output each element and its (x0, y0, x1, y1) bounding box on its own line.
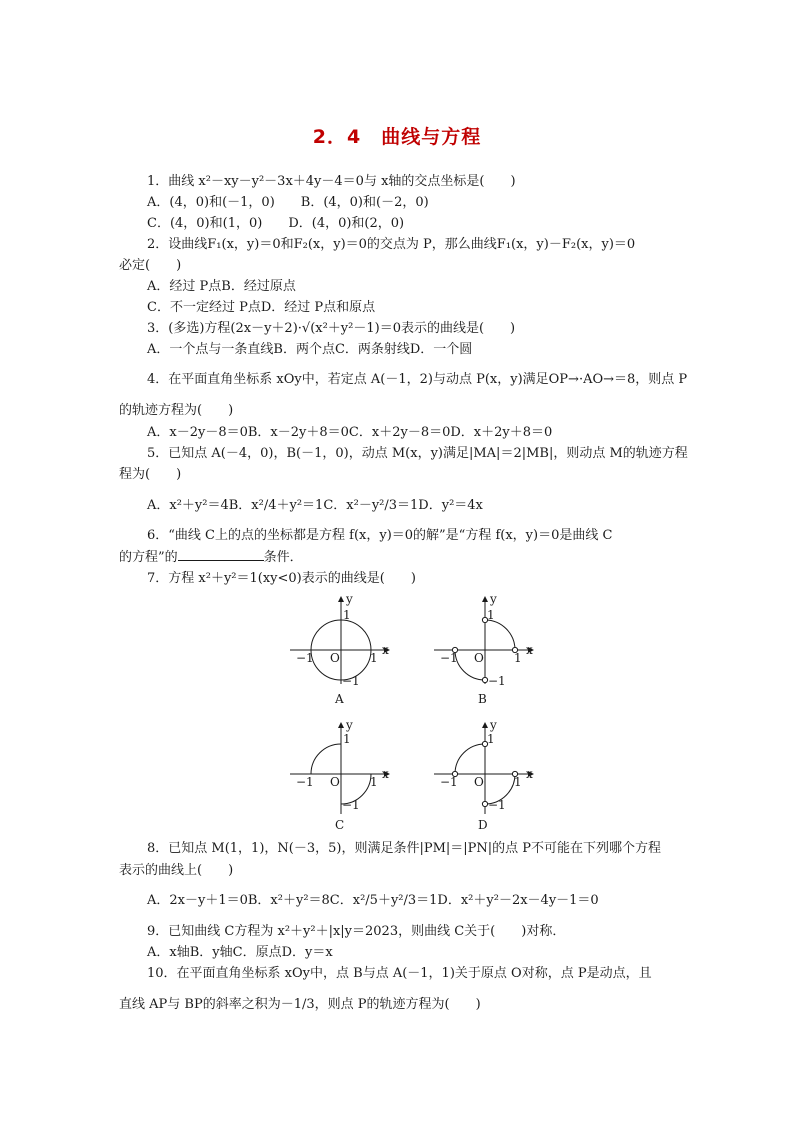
x-neg-one-label: −1 (296, 775, 314, 789)
y-axis-label: y (346, 592, 353, 606)
page-title: 2．4 曲线与方程 (312, 126, 482, 148)
figure-b (432, 594, 536, 686)
origin-label: O (330, 651, 340, 665)
figure-d-label: D (478, 818, 488, 832)
figure-c-label: C (335, 818, 345, 832)
question-10: 10．在平面直角坐标系 xOy中，点 B与点 A(－1，1)关于原点 O对称，点 P是动点，且 (147, 966, 652, 981)
q6-answer-blank[interactable] (178, 548, 264, 561)
q1-options-ab: A．(4，0)和(－1，0) B．(4，0)和(－2，0) (147, 195, 429, 210)
x-neg-one-label: −1 (440, 775, 458, 789)
y-one-label: 1 (343, 732, 351, 746)
figure-c (288, 718, 392, 814)
x-one-label: 1 (514, 775, 522, 789)
question-4-cont: 的轨迹方程为( ) (119, 403, 234, 418)
question-8: 8．已知点 M(1，1)，N(－3，5)，则满足条件|PM|＝|PN|的点 P不可能在下列哪个方程 (147, 841, 662, 856)
q3-options: A．一个点与一条直线B．两个点C．两条射线D．一个圆 (147, 342, 473, 357)
y-one-label: 1 (487, 732, 495, 746)
y-neg-one-label: −1 (342, 798, 360, 812)
y-axis-label: y (490, 718, 497, 732)
question-3: 3．(多选)方程(2x－y＋2)·√(x²＋y²－1)＝0表示的曲线是( ) (147, 321, 516, 336)
y-neg-one-label: −1 (488, 798, 506, 812)
y-axis-label: y (346, 718, 353, 732)
question-6-cont (119, 548, 303, 567)
question-2-cont: 必定( ) (119, 258, 182, 273)
x-neg-one-label: −1 (440, 651, 458, 665)
question-5: 5．已知点 A(－4，0)，B(－1，0)，动点 M(x，y)满足|MA|＝2|MB|，则动点 M的轨迹方程 (147, 446, 688, 461)
origin-label: O (474, 651, 484, 665)
figure-a-label: A (335, 692, 344, 706)
x-one-label: 1 (370, 775, 378, 789)
y-one-label: 1 (487, 608, 495, 622)
q1-options-cd: C．(4，0)和(1，0) D．(4，0)和(2，0) (147, 216, 405, 231)
question-9: 9．已知曲线 C方程为 x²＋y²＋|x|y＝2023，则曲线 C关于( )对称． (147, 924, 566, 939)
q2-options-ab: A．经过 P点B．经过原点 (147, 279, 296, 294)
x-axis-label: x (526, 643, 533, 657)
q9-options: A．x轴B．y轴C．原点D．y＝x (147, 945, 333, 960)
x-one-label: 1 (514, 651, 522, 665)
x-axis-label: x (526, 767, 533, 781)
y-neg-one-label: −1 (342, 674, 360, 688)
y-axis-label: y (490, 592, 497, 606)
question-5-cont: 程为( ) (119, 467, 182, 482)
q6-text-before: 的方程”的 (119, 550, 178, 565)
q4-options: A．x－2y－8＝0B．x－2y＋8＝0C．x＋2y－8＝0D．x＋2y＋8＝0 (147, 425, 553, 440)
question-4: 4．在平面直角坐标系 xOy中，若定点 A(－1，2)与动点 P(x，y)满足OP→·AO→＝8，则点 P (147, 372, 688, 387)
x-one-label: 1 (370, 651, 378, 665)
q6-text-after: 条件． (263, 550, 303, 565)
question-1: 1．曲线 x²－xy－y²－3x＋4y－4＝0与 x轴的交点坐标是( ) (147, 174, 516, 189)
y-one-label: 1 (343, 608, 351, 622)
origin-label: O (474, 775, 484, 789)
x-axis-label: x (382, 643, 389, 657)
figure-a (288, 594, 392, 686)
q8-options: A．2x－y＋1＝0B．x²＋y²＝8C．x²/5＋y²/3＝1D．x²＋y²－2x－4y－1＝0 (147, 893, 599, 908)
figure-d (432, 718, 536, 814)
question-10-cont: 直线 AP与 BP的斜率之积为－1/3，则点 P的轨迹方程为( ) (119, 997, 481, 1012)
y-neg-one-label: −1 (488, 674, 506, 688)
question-6: 6．“曲线 C上的点的坐标都是方程 f(x，y)＝0的解”是“方程 f(x，y)＝0是曲线 C (147, 528, 613, 543)
question-2: 2．设曲线F₁(x，y)＝0和F₂(x，y)＝0的交点为 P，那么曲线F₁(x，y)－F₂(x，y)＝0 (147, 237, 636, 252)
figure-b-label: B (478, 692, 487, 706)
question-8-cont: 表示的曲线上( ) (119, 863, 234, 878)
q2-options-cd: C．不一定经过 P点D．经过 P点和原点 (147, 300, 376, 315)
question-7: 7．方程 x²＋y²＝1(xy<0)表示的曲线是( ) (147, 571, 416, 586)
x-axis-label: x (382, 767, 389, 781)
x-neg-one-label: −1 (296, 651, 314, 665)
origin-label: O (330, 775, 340, 789)
q5-options: A．x²＋y²＝4B．x²/4＋y²＝1C．x²－y²/3＝1D．y²＝4x (147, 498, 483, 513)
